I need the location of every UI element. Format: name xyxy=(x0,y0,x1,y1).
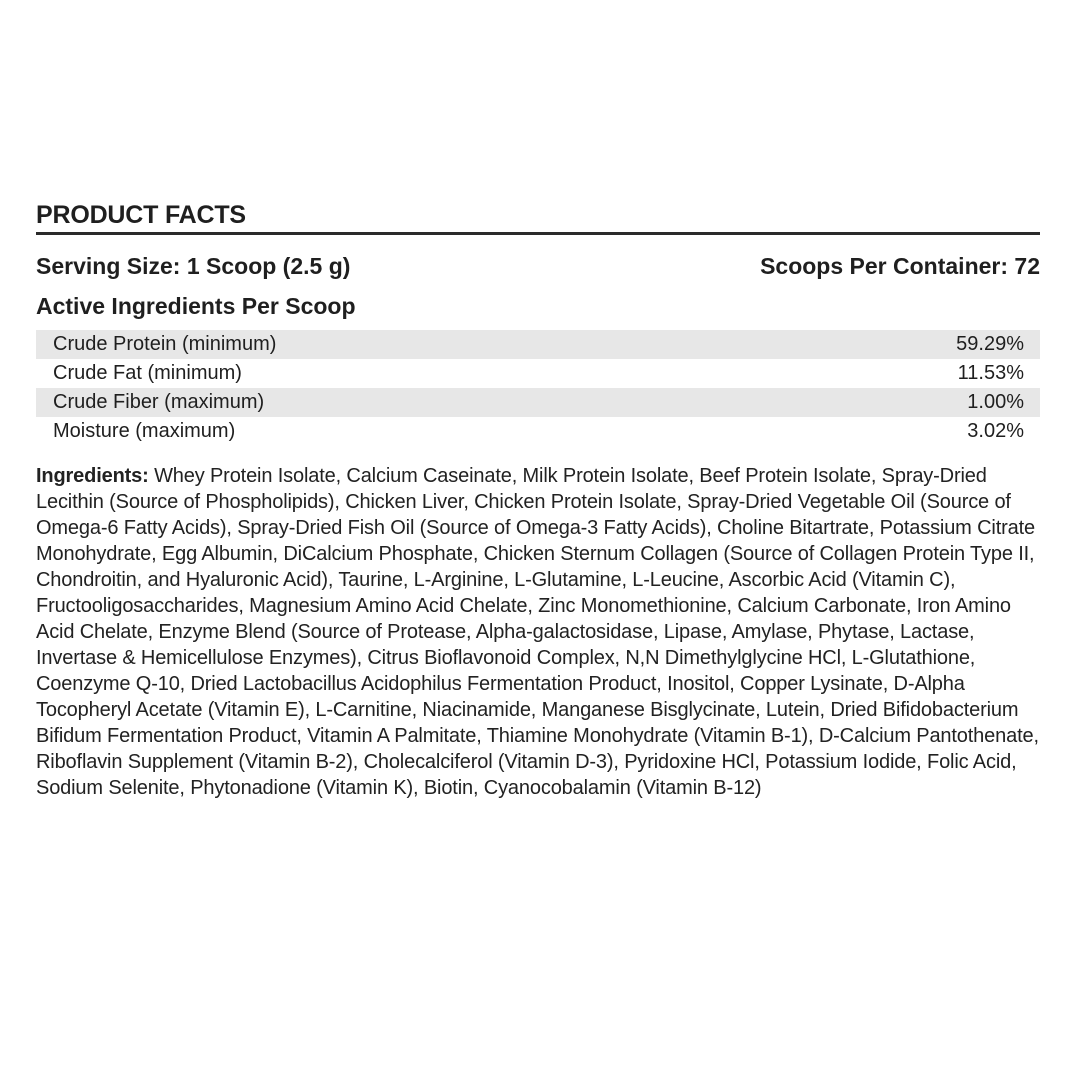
table-row xyxy=(36,388,1040,417)
table-row xyxy=(36,417,1040,446)
scoops-per-container: Scoops Per Container: 72 xyxy=(760,253,1040,279)
ingredients-label: Ingredients: xyxy=(36,465,149,487)
fact-value: 59.29% xyxy=(956,333,1024,355)
fact-name: Moisture (maximum) xyxy=(53,420,236,442)
ingredients-list: Whey Protein Isolate, Calcium Caseinate, Milk Protein Isolate, Beef Protein Isolate, Spray-Dried Lecithin (Source of Phospholipids), Chicken Liver, Chicken Protein Isolate, Spray-Dried Vegetable Oil (Source of Omega-6 Fatty Acids), Spray-Dried Fish Oil (Source of Omega-3 Fatty Acids), Choline Bitartrate, Potassium Citrate Monohydrate, Egg Albumin, DiCalcium Phosphate, Chicken Sternum Collagen (Source of Collagen Protein Type II, Chondroitin, and Hyaluronic Acid), Taurine, L-Arginine, L-Glutamine, L-Leucine, Ascorbic Acid (Vitamin C), Fructooligosaccharides, Magnesium Amino Acid Chelate, Zinc Monomethionine, Calcium Carbonate, Iron Amino Acid Chelate, Enzyme Blend (Source of Protease, Alpha-galactosidase, Lipase, Amylase, Phytase, Lactase, Invertase & Hemicellulose Enzymes), Citrus Bioflavonoid Complex, N,N Dimethylglycine HCl, L-Glutathione, Coenzyme Q-10, Dried Lactobacillus Acidophilus Fermentation Product, Inositol, Copper Lysinate, D-Alpha Tocopheryl Acetate (Vitamin E), L-Carnitine, Niacinamide, Manganese Bisglycinate, Lutein, Dried Bifidobacterium Bifidum Fermentation Product, Vitamin A Palmitate, Thiamine Monohydrate (Vitamin B-1), D-Calcium Pantothenate, Riboflavin Supplement (Vitamin B-2), Cholecalciferol (Vitamin D-3), Pyridoxine HCl, Potassium Iodide, Folic Acid, Sodium Selenite, Phytonadione (Vitamin K), Biotin, Cyanocobalamin (Vitamin B-12) xyxy=(36,465,1039,799)
fact-name: Crude Protein (minimum) xyxy=(53,333,277,355)
active-ingredients-heading: Active Ingredients Per Scoop xyxy=(36,293,356,319)
table-row xyxy=(36,330,1040,359)
ingredients-paragraph xyxy=(36,463,1040,801)
product-facts-panel xyxy=(36,200,1040,801)
fact-name: Crude Fiber (maximum) xyxy=(53,391,265,413)
fact-value: 11.53% xyxy=(957,362,1024,384)
serving-size: Serving Size: 1 Scoop (2.5 g) xyxy=(36,253,351,279)
fact-name: Crude Fat (minimum) xyxy=(53,362,242,384)
panel-title: PRODUCT FACTS xyxy=(36,201,246,229)
facts-table xyxy=(36,330,1040,446)
table-row xyxy=(36,359,1040,388)
serving-info-row xyxy=(36,252,1040,280)
fact-value: 3.02% xyxy=(967,420,1024,442)
title-divider xyxy=(36,232,1040,235)
fact-value: 1.00% xyxy=(967,391,1024,413)
